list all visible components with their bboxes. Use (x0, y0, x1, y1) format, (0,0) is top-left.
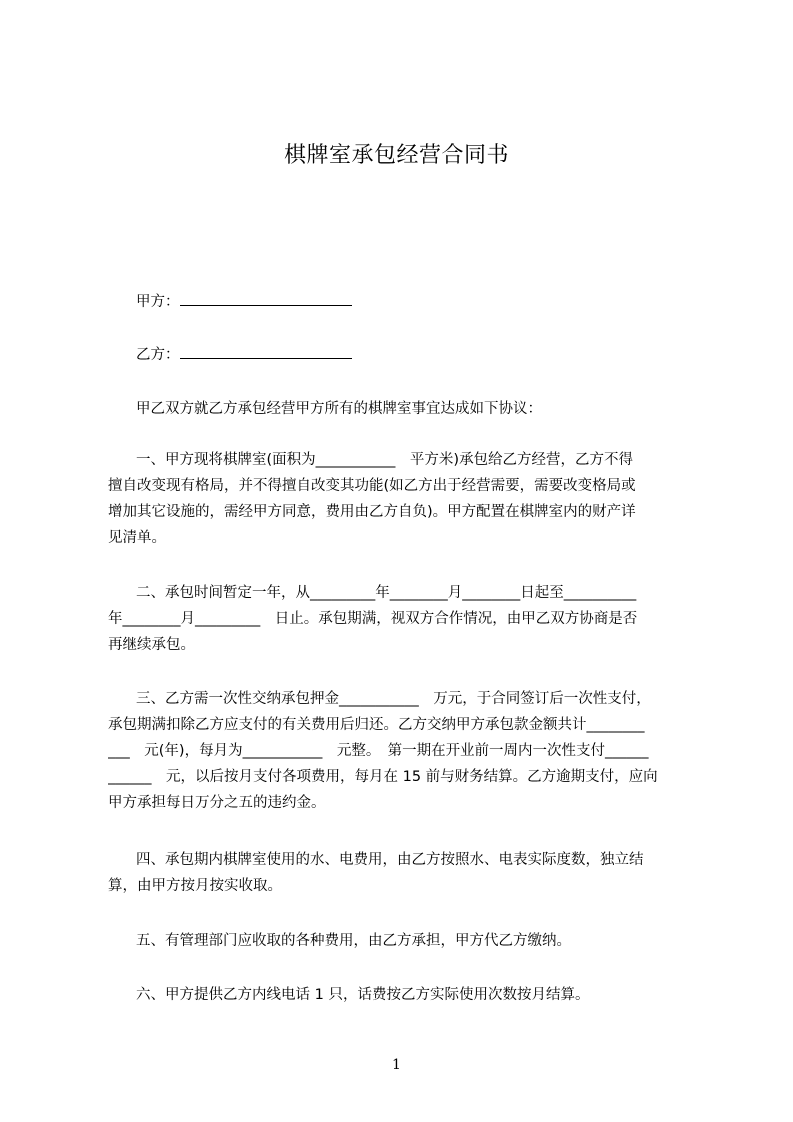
clause-line: 六、甲方提供乙方内线电话 1 只，话费按乙方实际使用次数按月结算。 (136, 987, 590, 1003)
clause-line: 承包期满扣除乙方应支付的有关费用后归还。乙方交纳甲方承包款金额共计________ (108, 717, 645, 733)
clause-6 (108, 982, 700, 1008)
party-b-line (136, 344, 352, 365)
clause-line: 增加其它设施的，需经甲方同意，费用由乙方自负)。甲方配置在棋牌室内的财产详 (108, 504, 636, 520)
clause-line: 算，由甲方按月按实收取。 (108, 878, 282, 894)
clause-1 (108, 447, 700, 551)
party-b-label: 乙方： (136, 347, 180, 363)
clause-line: 甲方承担每日万分之五的违约金。 (108, 795, 326, 811)
party-b-blank (180, 344, 352, 359)
party-a-line (136, 291, 352, 312)
clause-line: ___ 元(年)，每月为___________ 元整。 第一期在开业前一周内一次性支付______ (108, 743, 649, 759)
clause-line: 二、承包时间暂定一年，从_________年________月________日起至__________ (136, 585, 637, 601)
page-number: 1 (392, 1057, 401, 1073)
clause-3 (108, 686, 700, 816)
clause-line: 擅自改变现有格局，并不得擅自改变其功能(如乙方出于经营需要，需要改变格局或 (108, 478, 636, 494)
party-a-label: 甲方： (136, 294, 180, 310)
clause-line: 再继续承包。 (108, 637, 195, 653)
clause-5 (108, 928, 700, 954)
clause-line: 一、甲方现将棋牌室(面积为___________ 平方米)承包给乙方经营，乙方不得 (136, 452, 634, 468)
intro-paragraph: 甲乙双方就乙方承包经营甲方所有的棋牌室事宜达成如下协议： (136, 401, 542, 417)
clause-2 (108, 580, 700, 658)
clause-line: 三、乙方需一次性交纳承包押金___________ 万元，于合同签订后一次性支付， (136, 691, 651, 707)
clause-line: 五、有管理部门应收取的各种费用，由乙方承担，甲方代乙方缴纳。 (136, 933, 571, 949)
document-title: 棋牌室承包经营合同书 (283, 143, 509, 168)
clause-line: 四、承包期内棋牌室使用的水、电费用，由乙方按照水、电表实际度数，独立结 (136, 852, 644, 868)
clause-4 (108, 847, 700, 899)
party-a-blank (180, 291, 352, 306)
clause-line: ______ 元，以后按月支付各项费用，每月在 15 前与财务结算。乙方逾期支付，应向 (108, 769, 658, 785)
clause-line: 见清单。 (108, 530, 166, 546)
clause-line: 年________月_________ 日止。承包期满，视双方合作情况，由甲乙双方协商是否 (108, 611, 638, 627)
